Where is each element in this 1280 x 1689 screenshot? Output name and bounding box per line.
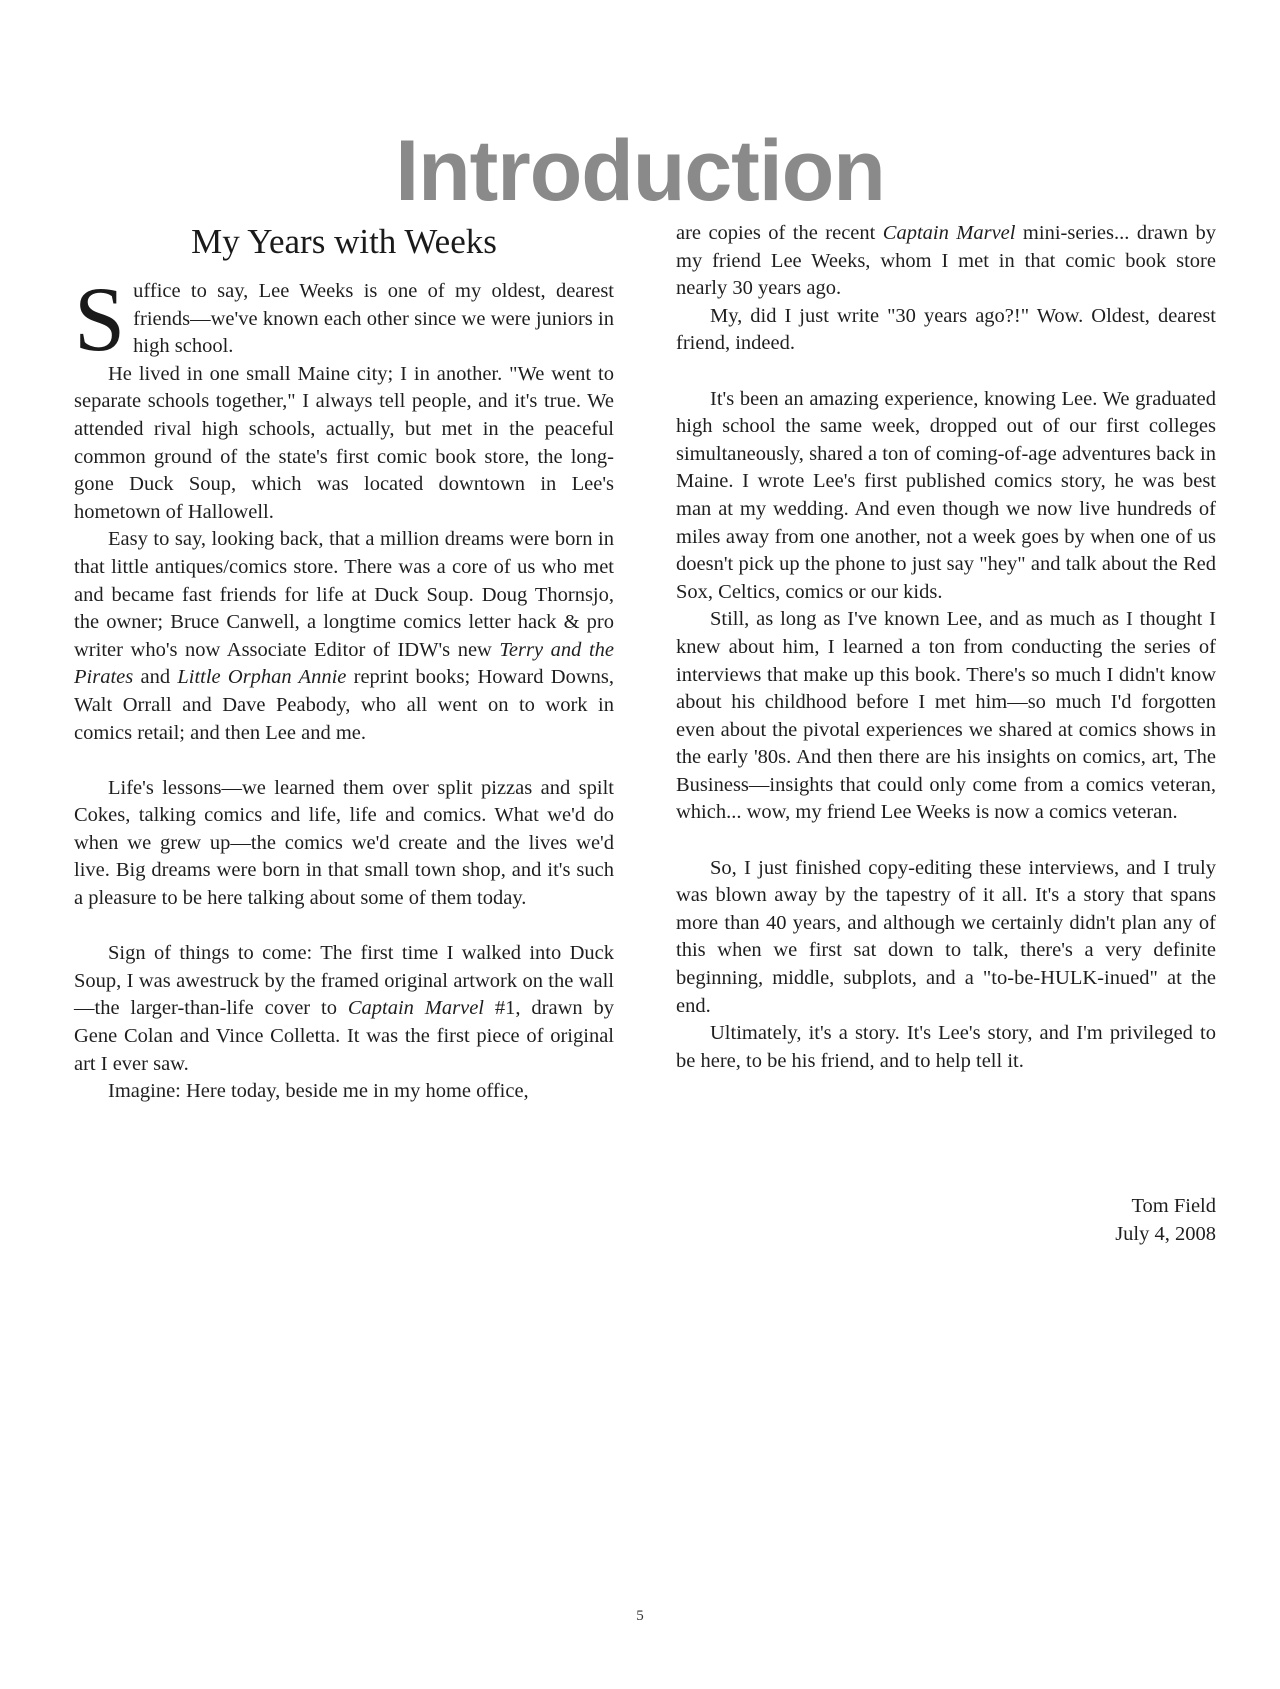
page-title: Introduction [395,122,885,219]
italic-title: Captain Marvel [882,222,1016,244]
paragraph: Easy to say, looking back, that a million dreams were born in that little antiques/comics store. There was a core of us who met and became fast friends for life at Duck Soup. Doug Thornsjo, the owner; Bruce Canwell, a longtime comics letter hack & pro writer who's now Associate Editor of IDW's new Terry and the Pirates and Little Orphan Annie reprint books; Howard Downs, Walt Orrall and Dave Peabody, who all went on to work in comics retail; and then Lee and me. [74,528,614,744]
drop-cap: S [74,268,126,370]
paragraph: Suffice to say, Lee Weeks is one of my oldest, dearest friends—we've known each other since we were juniors in high school. [74,268,614,370]
italic-title: Terry and the Pirates [74,638,614,689]
italic-title: Little Orphan Annie [177,666,347,689]
paragraph: Sign of things to come: The first time I walked into Duck Soup, I was awestruck by the framed original artwork on the wall—the larger-than-life cover to Captain Marvel #1, drawn by Gene Colan and Vince Colletta. It was the first piece of original art I ever saw. [74,942,615,1075]
signature [900,1193,1216,1248]
paragraph: Ultimately, it's a story. It's Lee's story, and I'm privileged to be here, to be his friend, and to help tell it. [676,1022,1216,1072]
signature-date: July 4, 2008 [1115,1222,1216,1245]
article-subtitle: My Years with Weeks [191,222,497,261]
italic-title: Captain Marvel [347,997,484,1020]
paragraph: So, I just finished copy-editing these interviews, and I truly was blown away by the tapestry of it all. It's a story that spans more than 40 years, and although we certainly didn't plan any of this when we first sat down to talk, there's a very definite beginning, middle, subplots, and a "to-be-HULK-inued" at the end. [676,856,1216,1017]
paragraph: Life's lessons—we learned them over split pizzas and spilt Cokes, talking comics and life, life and comics. What we'd do when we grew up—the comics we'd create and the lives we'd live. Big dreams were born in that small town shop, and it's such a pleasure to be here talking about some of them today. [74,776,614,910]
paragraph: He lived in one small Maine city; I in another. "We went to separate schools together," I always tell people, and it's true. We attended rival high schools, actually, but met in the peaceful common ground of the state's first comic book store, the long-gone Duck Soup, which was located downtown in Lee's hometown of Hallowell. [74,362,614,523]
paragraph: Still, as long as I've known Lee, and as much as I thought I knew about him, I learned a ton from conducting the series of interviews that make up this book. There's so much I didn't know about his childhood before I met him—so much I'd forgotten even about the pivotal experiences we shared at comics shows in the early '80s. And then there are his insights on comics, art, The Business—insights that could only come from a comics veteran, which... wow, my friend Lee Weeks is now a comics veteran. [676,608,1216,824]
left-column [74,220,614,1106]
paragraph: Imagine: Here today, beside me in my home office, [108,1080,529,1103]
paragraph: It's been an amazing experience, knowing Lee. We graduated high school the same week, dropped out of our first colleges simultaneously, shared a ton of coming-of-age adventures back in Maine. I wrote Lee's first published comics story, he was best man at my wedding. And even though we now live hundreds of miles away from one another, not a week goes by when one of us doesn't pick up the phone to just say "hey" and talk about the Red Sox, Celtics, comics or our kids. [676,387,1216,603]
paragraph: My, did I just write "30 years ago?!" Wow. Oldest, dearest friend, indeed. [676,304,1216,355]
author-name: Tom Field [1131,1195,1216,1217]
page-number: 5 [636,1608,644,1624]
paragraph: are copies of the recent Captain Marvel mini-series... drawn by my friend Lee Weeks, whom I met in that comic book store nearly 30 years ago. [676,222,1216,300]
right-column [676,220,1216,1075]
